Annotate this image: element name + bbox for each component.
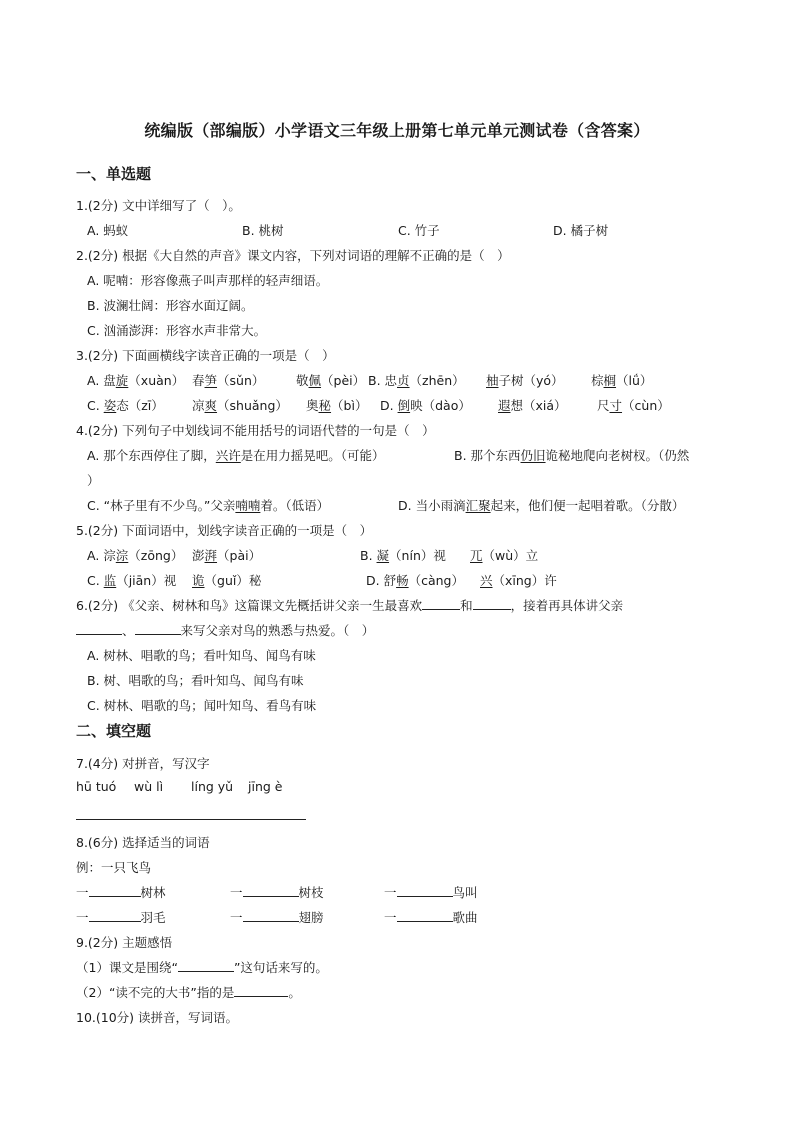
question-5-option-d-word-2: 兴（xīng）许 — [480, 573, 557, 588]
answer-blank[interactable] — [397, 884, 453, 897]
question-8-item: 一 羽毛 — [76, 910, 166, 925]
question-1-stem: 1.(2分) 文中详细写了（ ）。 — [76, 198, 241, 213]
answer-blank[interactable] — [76, 622, 122, 635]
answer-blank[interactable] — [178, 959, 234, 972]
question-8-item: 一 树林 — [76, 885, 166, 900]
question-3-item: 棕榈（lǘ） — [591, 373, 653, 388]
question-8-item: 一 翅膀 — [230, 910, 324, 925]
question-5-option-b-word-2: 兀（wù）立 — [470, 548, 539, 563]
question-4-stem: 4.(2分) 下列句子中划线词不能用括号的词语代替的一句是（ ） — [76, 423, 435, 438]
question-6-option-c: C. 树林、唱歌的鸟；闻叶知鸟、看鸟有味 — [87, 698, 317, 713]
question-2-option-c: C. 汹涌澎湃：形容水声非常大。 — [87, 323, 267, 338]
question-5-option-a: A. 淙淙（zōng） — [87, 548, 184, 563]
question-3-item: 遐想（xiá） — [498, 398, 567, 413]
question-8-item: 一 鸟叫 — [384, 885, 478, 900]
question-3-item: B. 忠贞（zhēn） — [368, 373, 465, 388]
question-4-option-c: C. “林子里有不少鸟。”父亲喃喃着。（低语） — [87, 498, 330, 513]
document-title: 统编版（部编版）小学语文三年级上册第七单元单元测试卷（含答案） — [144, 121, 650, 140]
answer-blank[interactable] — [89, 909, 141, 922]
question-6-stem: 6.(2分) 《父亲、树林和鸟》这篇课文先概括讲父亲一生最喜欢 和 ，接着再具体讲父亲 — [76, 598, 624, 613]
question-1-option-a: A. 蚂蚁 — [87, 223, 129, 238]
question-9-sub-1: （1）课文是围绕“ ”这句话来写的。 — [76, 960, 328, 975]
answer-blank[interactable] — [135, 622, 181, 635]
question-1-option-b: B. 桃树 — [242, 223, 284, 238]
question-3-item: 敬佩（pèi） — [296, 373, 366, 388]
pinyin-prompt: wù lì — [134, 779, 164, 794]
section-heading-single-choice: 一、单选题 — [76, 165, 152, 183]
question-8-example: 例：一只飞鸟 — [76, 860, 152, 875]
answer-blank[interactable] — [234, 984, 288, 997]
answer-blank[interactable] — [243, 884, 299, 897]
question-5-option-d: D. 舒畅（càng） — [366, 573, 464, 588]
question-3-item: A. 盘旋（xuàn） — [87, 373, 185, 388]
question-4-option-b: B. 那个东西仍旧诡秘地爬向老树杈。（仍然 — [454, 448, 690, 463]
answer-line[interactable] — [76, 819, 306, 820]
question-6-option-b: B. 树、唱歌的鸟；看叶知鸟、闻鸟有味 — [87, 673, 304, 688]
answer-blank[interactable] — [397, 909, 453, 922]
answer-blank[interactable] — [473, 597, 511, 610]
question-3-item: 尺寸（cùn） — [597, 398, 670, 413]
question-1-option-d: D. 橘子树 — [553, 223, 609, 238]
question-8-item: 一 树枝 — [230, 885, 324, 900]
question-4-option-a: A. 那个东西停住了脚，兴许是在用力摇晃吧。（可能） — [87, 448, 385, 463]
question-8-item: 一 歌曲 — [384, 910, 478, 925]
section-heading-fill-blank: 二、填空题 — [76, 722, 152, 740]
question-9-stem: 9.(2分) 主题感悟 — [76, 935, 173, 950]
pinyin-prompt: hū tuó — [76, 779, 117, 794]
answer-blank[interactable] — [243, 909, 299, 922]
question-5-option-c-word-2: 诡（guǐ）秘 — [192, 573, 262, 588]
question-8-stem: 8.(6分) 选择适当的词语 — [76, 835, 210, 850]
question-4-option-d: D. 当小雨滴汇聚起来，他们便一起唱着歌。（分散） — [398, 498, 685, 513]
question-10-stem: 10.(10分) 读拼音，写词语。 — [76, 1010, 239, 1025]
question-3-item: 春笋（sǔn） — [192, 373, 265, 388]
question-3-stem: 3.(2分) 下面画横线字读音正确的一项是（ ） — [76, 348, 335, 363]
question-5-stem: 5.(2分) 下面词语中，划线字读音正确的一项是（ ） — [76, 523, 373, 538]
question-5-option-c: C. 监（jiān）视 — [87, 573, 177, 588]
question-3-item: C. 姿态（zī） — [87, 398, 164, 413]
question-5-option-b: B. 凝（nín）视 — [360, 548, 446, 563]
question-9-sub-2: （2）“读不完的大书”指的是 。 — [76, 985, 301, 1000]
question-7-stem: 7.(4分) 对拼音，写汉字 — [76, 756, 210, 771]
question-4-option-b-continued: ） — [87, 473, 100, 488]
question-1-option-c: C. 竹子 — [398, 223, 440, 238]
answer-blank[interactable] — [422, 597, 460, 610]
answer-blank[interactable] — [89, 884, 141, 897]
question-3-item: 奥秘（bì） — [306, 398, 368, 413]
question-2-option-a: A. 呢喃：形容像燕子叫声那样的轻声细语。 — [87, 273, 329, 288]
question-2-option-b: B. 波澜壮阔：形容水面辽阔。 — [87, 298, 254, 313]
question-3-item: D. 倒映（dào） — [380, 398, 471, 413]
question-6-option-a: A. 树林、唱歌的鸟；看叶知鸟、闻鸟有味 — [87, 648, 316, 663]
question-3-item: 凉爽（shuǎng） — [192, 398, 288, 413]
question-2-stem: 2.(2分) 根据《大自然的声音》课文内容，下列对词语的理解不正确的是（ ） — [76, 248, 510, 263]
question-6-stem-continued: 、 来写父亲对鸟的熟悉与热爱。（ ） — [76, 621, 374, 639]
question-5-option-a-word-2: 澎湃（pài） — [192, 548, 262, 563]
pinyin-prompt: jīng è — [248, 779, 283, 794]
question-3-item: 柚子树（yó） — [486, 373, 564, 388]
pinyin-prompt: líng yǔ — [191, 779, 234, 794]
